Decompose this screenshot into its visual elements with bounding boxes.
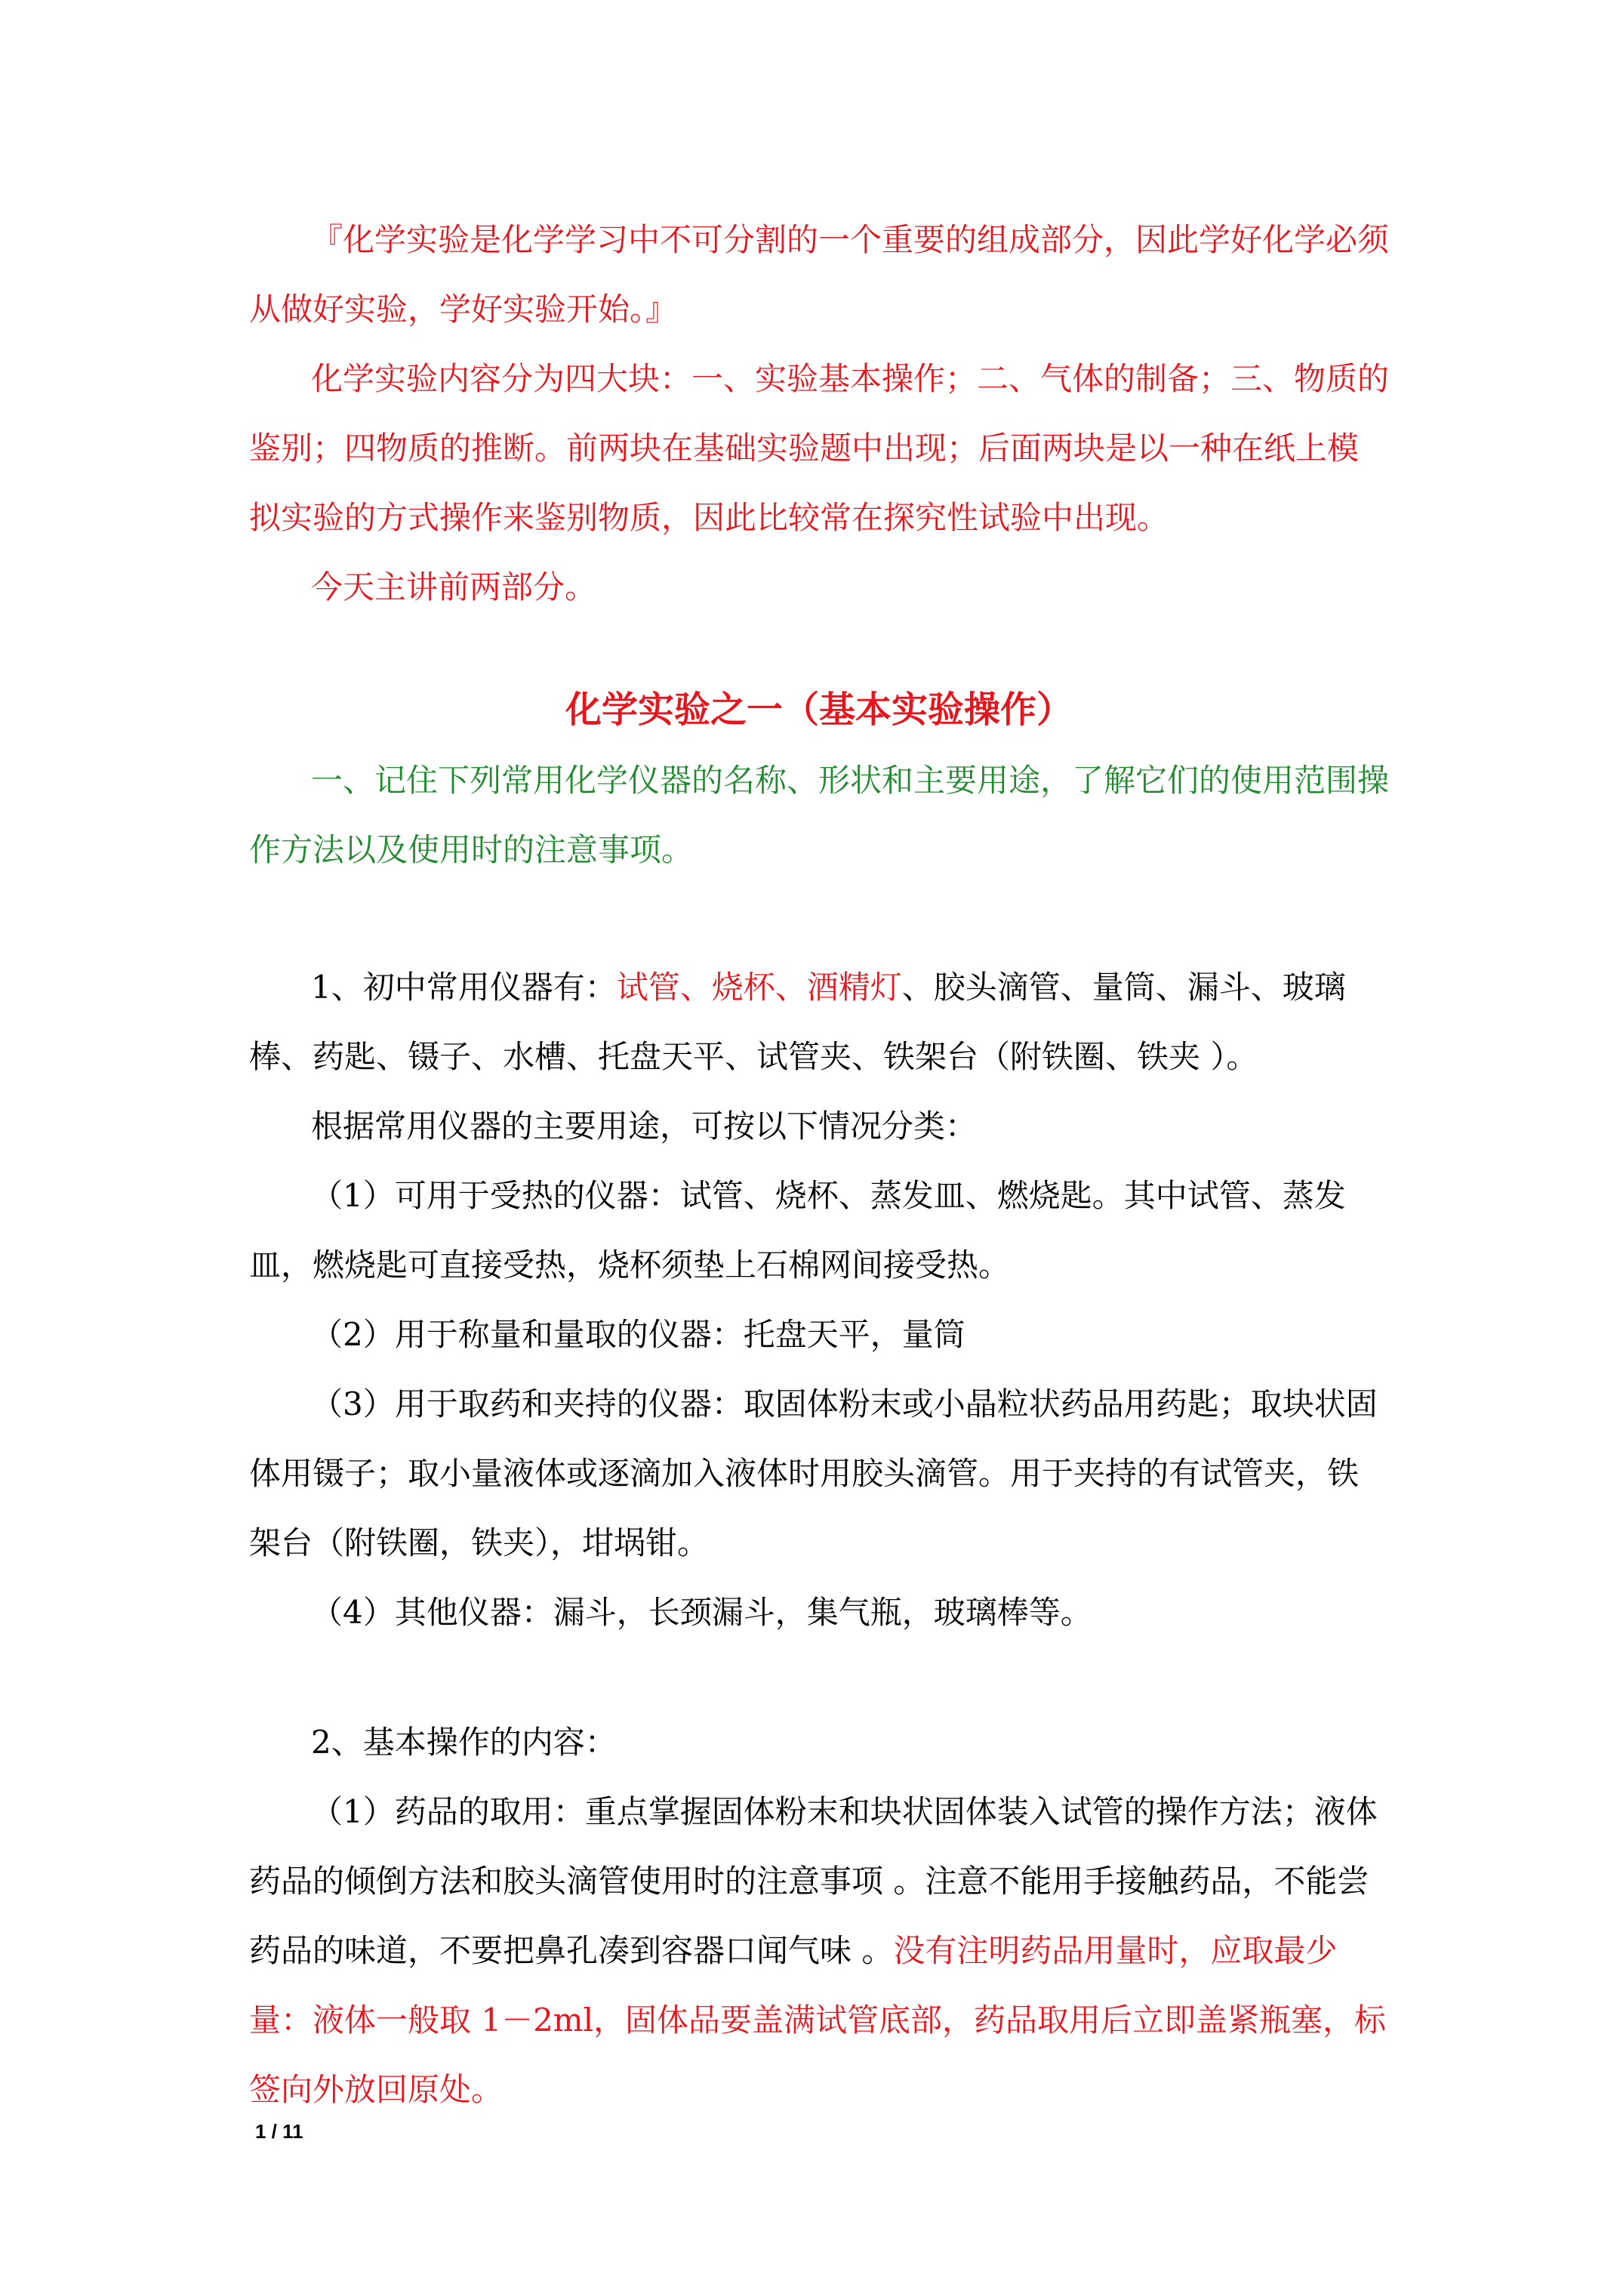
intro-quote: 『化学实验是化学学习中不可分割的一个重要的组成部分，因此学好化学必须从做好实验，学好实验开始。』 [249,221,1390,328]
part1-item-1: （1）可用于受热的仪器：试管、烧杯、蒸发皿、燃烧匙。其中试管、蒸发皿，燃烧匙可直接受热，烧杯须垫上石棉网间接受热。 [249,1177,1346,1284]
intro-today: 今天主讲前两部分。 [311,569,597,606]
part1-classify-intro: 根据常用仪器的主要用途，可按以下情况分类： [311,1108,978,1145]
part2-lead: 2、基本操作的内容： [311,1724,617,1761]
page-number: 1 / 11 [255,2120,303,2143]
part1-item-2: （2）用于称量和量取的仪器：托盘天平，量筒 [311,1316,965,1353]
part2-item-1 [249,1777,1389,2125]
intro-overview: 化学实验内容分为四大块：一、实验基本操作；二、气体的制备；三、物质的鉴别；四物质的推断。前两块在基础实验题中出现；后面两块是以一种在纸上模拟实验的方式操作来鉴别物质，因此比较常在探究性试验中出现。 [249,360,1390,536]
part1-instruments [249,953,1389,1092]
section-title: 化学实验之一（基本实验操作） [565,689,1073,731]
part2-item1-text: （1）药品的取用：重点掌握固体粉末和块状固体装入试管的操作方法；液体药品的倾倒方法和胶头滴管使用时的注意事项 。注意不能用手接触药品，不能尝药品的味道，不要把鼻孔凑到容器口闻气味 。 [249,1793,1378,1969]
part2-item1-emphasis: 没有注明药品用量时，应取最少量：液体一般取 1－2ml，固体品要盖满试管底部，药品取用后立即盖紧瓶塞，标签向外放回原处。 [249,1932,1387,2108]
part1-item-4: （4）其他仪器：漏斗，长颈漏斗，集气瓶，玻璃棒等。 [311,1594,1092,1631]
part1-highlight: 试管、烧杯、酒精灯 [616,969,902,1006]
part1-item-3: （3）用于取药和夹持的仪器：取固体粉末或小晶粒状药品用药匙；取块状固体用镊子；取小量液体或逐滴加入液体时用胶头滴管。用于夹持的有试管夹，铁架台（附铁圈，铁夹），坩埚钳。 [249,1385,1378,1561]
part1-lead: 1、初中常用仪器有： [311,969,617,1006]
part1-rest: 、胶头滴管、量筒、漏斗、玻璃棒、药匙、镊子、水槽、托盘天平、试管夹、铁架台（附铁圈、铁夹 ）。 [249,969,1346,1075]
objective-text: 一、记住下列常用化学仪器的名称、形状和主要用途，了解它们的使用范围操作方法以及使用时的注意事项。 [249,762,1390,868]
